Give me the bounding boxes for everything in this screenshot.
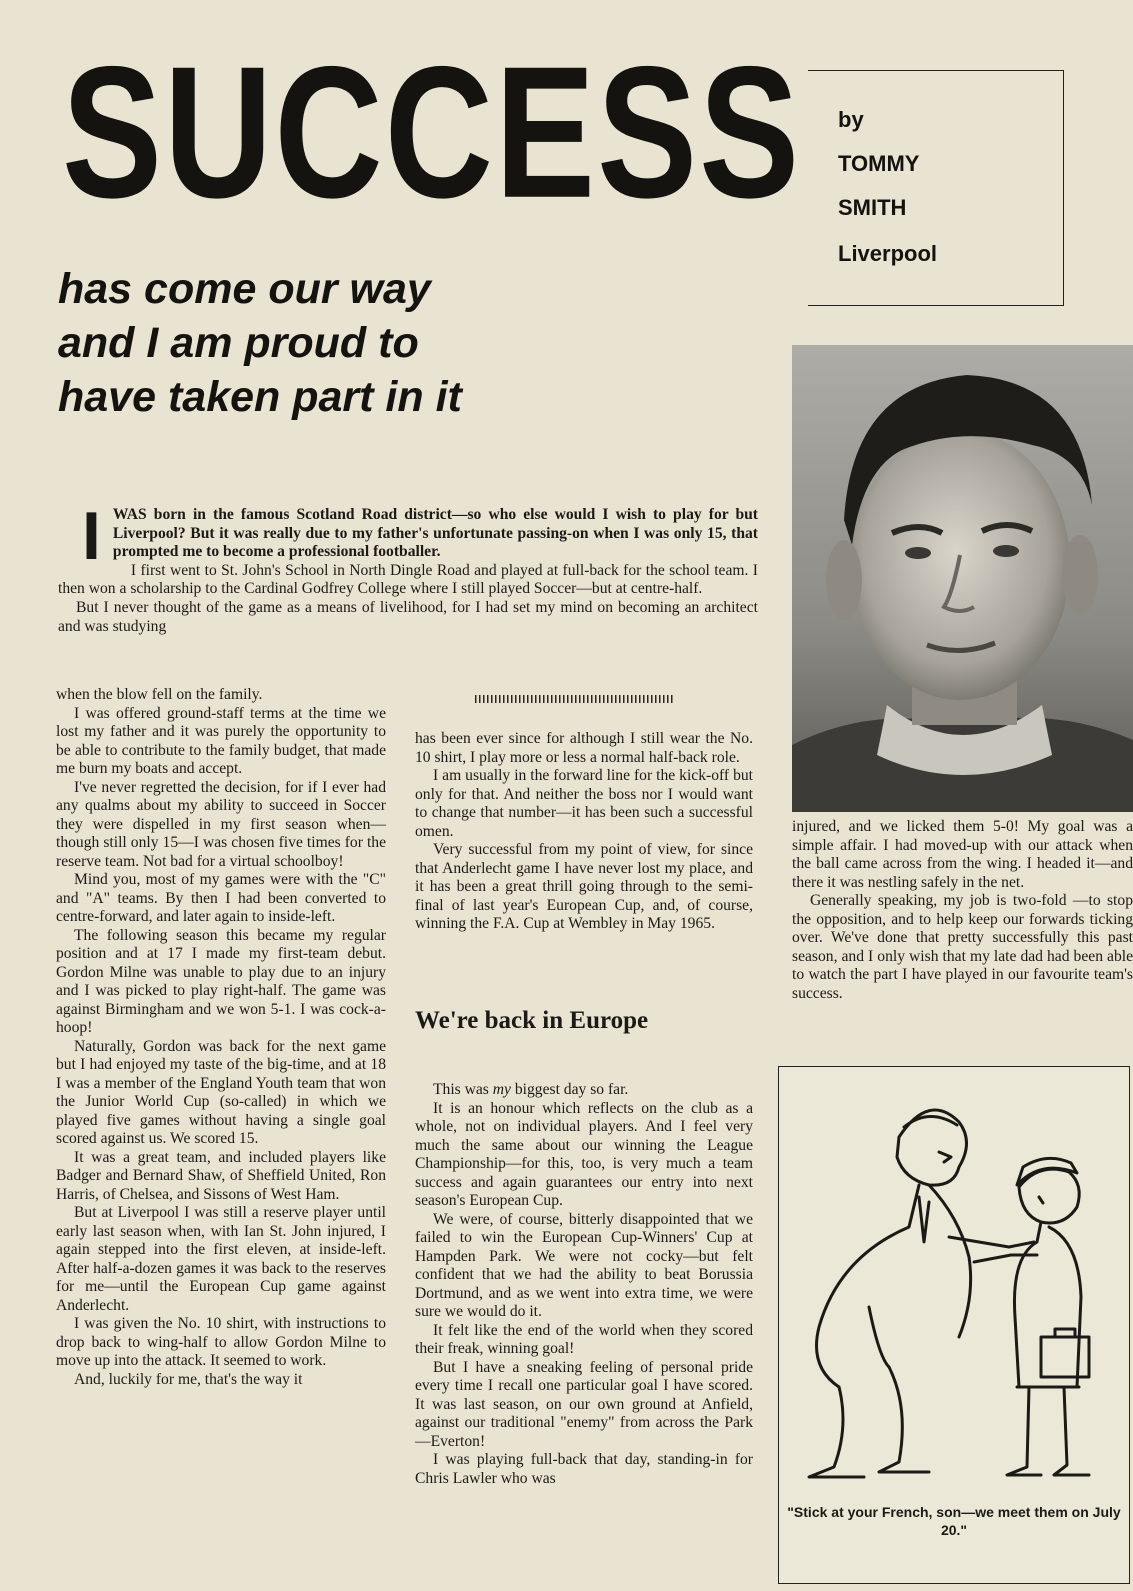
paragraph: Very successful from my point of view, for since that Anderlecht game I have never lost my place, and it has been a great thrill going through to the semi-final of last year's European Cup, and, of course, winning the F.A. Cup at Wembley in May 1965.	[415, 841, 753, 932]
paragraph: injured, and we licked them 5-0! My goal was a simple affair. I had moved-up with our attack when the ball came across from the wing. I headed it—and there it was nestling safely in the net.	[792, 818, 1133, 891]
drop-cap: I	[82, 498, 101, 574]
paragraph: The following season this became my regular position and at 17 I made my first-team debut. Gordon Milne was unable to play due to an injury and I was picked to play right-half. The game was against Birmingham and we won 5-1. I was cock-a-hoop!	[56, 926, 386, 1036]
paragraph: We were, of course, bitterly disappointed that we failed to win the European Cup-Winners' Cup at Hampden Park. We were not cocky—but felt confident that we had the ability to beat Borussia Dortmund, and as we went into extra time, we were sure we would do it.	[415, 1210, 753, 1320]
column-right	[792, 818, 1133, 1003]
paragraph: I am usually in the forward line for the kick-off but only for that. And neither the boss nor I would want to change that number—it has been such a successful omen.	[415, 767, 753, 840]
article-intro	[58, 498, 758, 636]
paragraph: It felt like the end of the world when they scored their freak, winning goal!	[415, 1321, 753, 1357]
paragraph: It is an honour which reflects on the club as a whole, not on individual players. And I feel very much the same about our winning the League Championship—for this, too, is very much a team success and again guarantees our entry into next season's European Cup.	[415, 1099, 753, 1209]
column-middle-lower	[415, 1081, 753, 1488]
decorative-divider	[475, 695, 675, 703]
paragraph: has been ever since for although I still wear the No. 10 shirt, I play more or less a normal half-back role.	[415, 730, 753, 766]
paragraph: But I have a sneaking feeling of personal pride every time I recall one particular goal I have scored. It was last season, on our own ground at Anfield, against our traditional "enemy" from across the Park—Everton!	[415, 1358, 753, 1450]
byline-first-name: TOMMY	[838, 151, 920, 176]
cartoon-drawing	[779, 1067, 1128, 1497]
byline-box	[808, 70, 1064, 306]
paragraph: when the blow fell on the family.	[56, 686, 263, 703]
text-run: This was	[433, 1081, 493, 1098]
subheadline: has come our way and I am proud to have taken part in it	[58, 265, 462, 421]
player-portrait-photo	[792, 345, 1133, 812]
paragraph: Generally speaking, my job is two-fold —to stop the opposition, and to help keep our forwards ticking over. We've done that pretty successfully this past season, and I only wish that my late dad had been able to watch the part I have played in our favourite team's success.	[792, 892, 1133, 1002]
paragraph: I was playing full-back that day, standing-in for Chris Lawler who was	[415, 1451, 753, 1487]
cartoon-illustration	[778, 1066, 1130, 1584]
headline: SUCCESS	[62, 26, 802, 237]
emphasis: my	[492, 1081, 511, 1098]
intro-paragraph: I first went to St. John's School in North Dingle Road and played at full-back for the school team. I then won a scholarship to the Cardinal Godfrey College where I still played Soccer—but at centre-half.	[58, 561, 758, 598]
paragraph: It was a great team, and included players like Badger and Bernard Shaw, of Sheffield United, Ron Harris, of Chelsea, and Sissons of West Ham.	[56, 1148, 386, 1203]
paragraph: I've never regretted the decision, for if I ever had any qualms about my ability to succeed in Soccer they were dispelled in my first season when—though still only 15—I was chosen five times for the reserve team. Not bad for a virtual schoolboy!	[56, 778, 386, 870]
paragraph: I was given the No. 10 shirt, with instructions to drop back to wing-half to allow Gordon Milne to move up into the attack. It seemed to work.	[56, 1315, 386, 1369]
cartoon-caption: "Stick at your French, son—we meet them on July 20."	[787, 1504, 1121, 1538]
byline-last-name: SMITH	[838, 195, 907, 220]
column-left	[56, 686, 386, 1389]
paragraph	[415, 1081, 753, 1100]
paragraph: And, luckily for me, that's the way it	[74, 1370, 303, 1388]
paragraph: Naturally, Gordon was back for the next game but I had enjoyed my taste of the big-time, and at 18 I was a member of the England Youth team that won the Junior World Cup (so-called) in which we played five games without having a single goal scored against us. We scored 15.	[56, 1037, 386, 1147]
byline-by: by	[838, 107, 864, 132]
paragraph: But at Liverpool I was still a reserve player until early last season when, with Ian St. John injured, I again stepped into the first eleven, at inside-left. After half-a-dozen games it was back to the reserves for me—until the European Cup game against Anderlecht.	[56, 1204, 386, 1314]
intro-lead-paragraph: WAS born in the famous Scotland Road district—so who else would I wish to play for but Liverpool? But it was really due to my father's unfortunate passing-on when I was only 15, that prompted me to become a professional footballer.	[112, 506, 758, 561]
column-middle-upper	[415, 730, 753, 934]
paragraph: I was offered ground-staff terms at the time we lost my father and it was purely the opportunity to be able to contribute to the family budget, that made me burn my boats and accept.	[56, 704, 386, 777]
paragraph: Mind you, most of my games were with the "C" and "A" teams. By then I had been converted to centre-forward, and later again to inside-left.	[56, 871, 386, 925]
intro-paragraph: But I never thought of the game as a means of livelihood, for I had set my mind on becoming an architect and was studying	[58, 598, 758, 635]
section-heading: We're back in Europe	[415, 1007, 649, 1034]
text-run: biggest day so far.	[510, 1081, 629, 1098]
byline-club: Liverpool	[838, 241, 938, 266]
